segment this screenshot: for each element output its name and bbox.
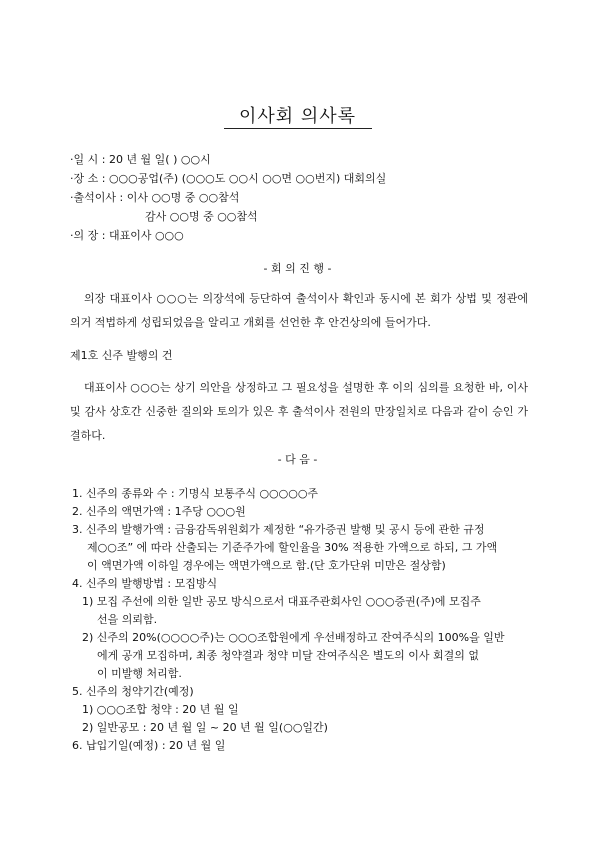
item-subscription-period: 5. 신주의 청약기간(예정) — [72, 685, 194, 698]
document-title: 이사회 의사록 — [238, 106, 357, 127]
following-heading: - 다 음 - — [277, 453, 318, 466]
agenda-title: 제1호 신주 발행의 건 — [70, 349, 173, 362]
opening-paragraph: 의장 대표이사 ○○○는 의장석에 등단하여 출석이사 확인과 동시에 본 회가 상법 및 정관에 의거 적법하게 성립되었음을 알리고 개회를 선언한 후 안건상의에 들어가다. — [70, 292, 528, 329]
attendance-directors: ·출석이사 : 이사 ○○명 중 ○○참석 — [70, 191, 240, 204]
proceedings-heading: - 회 의 진 행 - — [263, 262, 332, 275]
meeting-date: ·일 시 : 20 년 월 일( ) ○○시 — [70, 153, 211, 166]
item-share-type: 1. 신주의 종류와 수 : 기명식 보통주식 ○○○○○주 — [72, 487, 319, 500]
subitem-allocation-line3: 이 미발행 처리함. — [97, 667, 182, 680]
item-issue-price-line2: 제○○조” 에 따라 산출되는 기준주가에 할인율을 30% 적용한 가액으로 하되, 그 가액 — [87, 541, 498, 554]
item-par-value: 2. 신주의 액면가액 : 1주당 ○○○원 — [72, 505, 246, 518]
item-issue-price-line3: 이 액면가액 이하일 경우에는 액면가액으로 함.(단 호가단위 미만은 절상함) — [87, 559, 446, 572]
agenda-paragraph: 대표이사 ○○○는 상기 의안을 상정하고 그 필요성을 설명한 후 이의 심의를 요청한 바, 이사 및 감사 상호간 신중한 질의와 토의가 있은 후 출석이사 전원의 만장일치로 다음과 같이 승인 가결하다. — [70, 381, 528, 442]
subitem-public-offering-line2: 선을 의뢰함. — [97, 613, 158, 626]
meeting-chair: ·의 장 : 대표이사 ○○○ — [70, 229, 184, 242]
subitem-allocation-line1: 2) 신주의 20%(○○○○주)는 ○○○조합원에게 우선배정하고 잔여주식의 100%을 일반 — [82, 631, 505, 644]
subitem-general-subscription: 2) 일반공모 : 20 년 월 일 ~ 20 년 월 일(○○일간) — [82, 721, 328, 734]
item-payment-date: 6. 납입기일(예정) : 20 년 월 일 — [72, 739, 226, 752]
attendance-auditors: 감사 ○○명 중 ○○참석 — [145, 210, 258, 223]
subitem-union-subscription: 1) ○○○조합 청약 : 20 년 월 일 — [82, 703, 239, 716]
meeting-place: ·장 소 : ○○○공업(주) (○○○도 ○○시 ○○면 ○○번지) 대회의실 — [70, 172, 387, 185]
subitem-allocation-line2: 에게 공개 모집하며, 최종 청약결과 청약 미달 잔여주식은 별도의 이사 회결의 없 — [97, 649, 479, 662]
item-issue-price-line1: 3. 신주의 발행가액 : 금융감독위원회가 제정한 “유가증권 발행 및 공시 등에 관한 규정 — [72, 523, 485, 536]
title-underline — [224, 128, 372, 129]
item-issue-method: 4. 신주의 발행방법 : 모집방식 — [72, 577, 218, 590]
subitem-public-offering-line1: 1) 모집 주선에 의한 일반 공모 방식으로서 대표주관회사인 ○○○증권(주)에 모집주 — [82, 595, 481, 608]
